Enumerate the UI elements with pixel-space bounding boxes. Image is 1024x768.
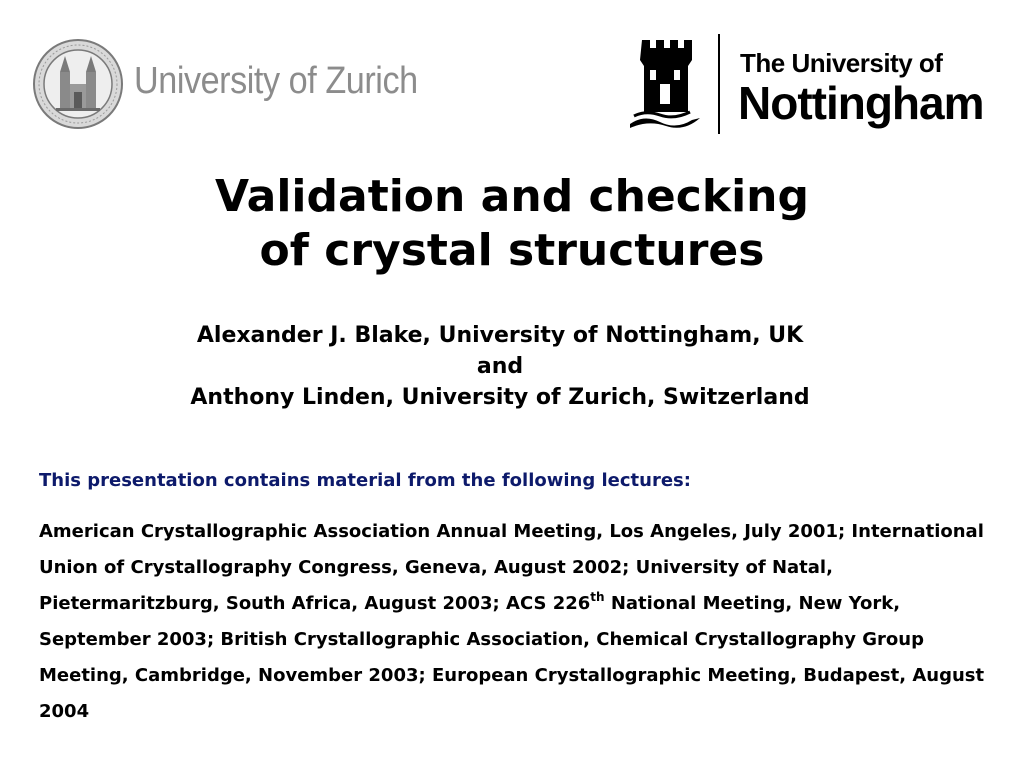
title-line-2: of crystal structures	[259, 225, 765, 276]
slide-title	[0, 170, 1024, 278]
castle-tower-crest-icon	[628, 36, 704, 132]
author-2: Anthony Linden, University of Zurich, Switzerland	[190, 385, 810, 410]
university-of-zurich-logo	[32, 36, 432, 131]
lectures-text-part2: National Meeting, New York, September 2003; British Crystallographic Association, Chemical Crystallography Group Meeting, Cambridge, November 2003; European Crystallographic Meeting, Budapest, August 2004	[39, 593, 985, 722]
ordinal-suffix: th	[590, 590, 605, 604]
nottingham-wordmark-line2: Nottingham	[738, 77, 984, 129]
author-1: Alexander J. Blake, University of Nottingham, UK	[196, 323, 804, 348]
university-of-zurich-wordmark: University of Zurich	[134, 60, 418, 102]
nottingham-wordmark-line1: The University of	[740, 48, 943, 78]
lectures-text-part1: American Crystallographic Association Annual Meeting, Los Angeles, July 2001; International Union of Crystallography Congress, Geneva, August 2002; University of Natal, Pietermaritzburg, South Africa, August 2003; ACS 226	[39, 521, 984, 614]
university-seal-icon	[32, 38, 124, 130]
authors-and: and	[476, 354, 524, 379]
title-line-1: Validation and checking	[215, 171, 809, 222]
university-of-nottingham-logo	[628, 30, 984, 140]
logo-divider	[718, 34, 720, 134]
lectures-intro: This presentation contains material from the following lectures:	[39, 470, 691, 491]
lectures-list	[39, 514, 989, 730]
authors-block	[0, 320, 1000, 413]
